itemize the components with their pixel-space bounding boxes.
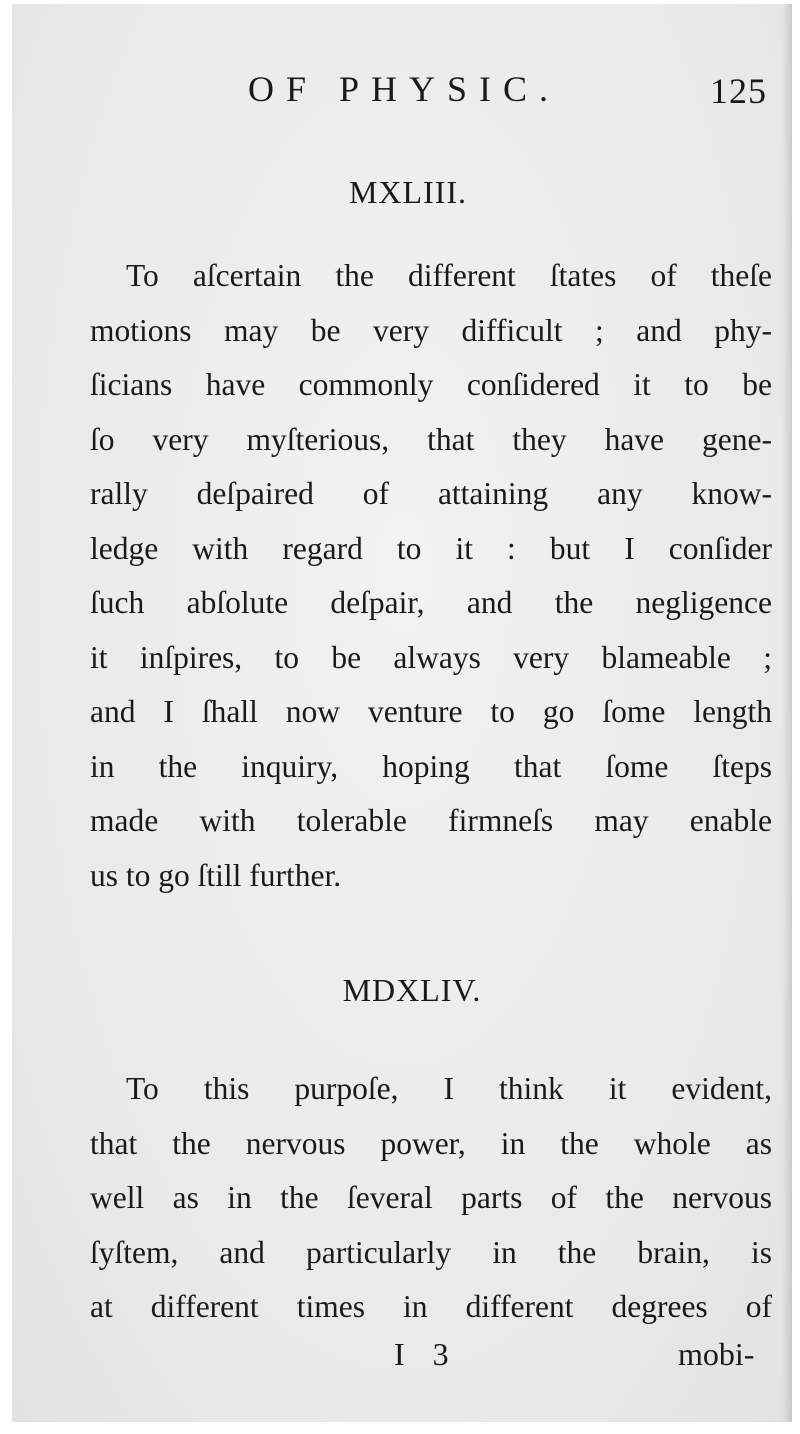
running-title: OF PHYSIC.	[248, 69, 561, 109]
text-line: To this purpoſe, I think it evident,	[126, 1071, 772, 1106]
text-line: ſicians have commonly conſidered it to be	[90, 367, 772, 402]
signature-mark: I 3	[394, 1336, 459, 1372]
page-number: 125	[710, 71, 767, 111]
text-line: To aſcertain the different ſtates of theſe	[126, 258, 772, 293]
page-edge-shadow	[782, 4, 792, 1422]
text-line: and I ſhall now venture to go ſome length	[90, 694, 772, 729]
section-heading-mdxliv: MDXLIV.	[342, 972, 482, 1008]
text-line: in the inquiry, hoping that ſome ſteps	[90, 748, 772, 784]
text-line: that the nervous power, in the whole as	[90, 1125, 772, 1161]
text-line: rally deſpaired of attaining any know-	[90, 476, 772, 511]
text-line: motions may be very difficult ; and phy-	[90, 312, 772, 348]
text-line: ſyſtem, and particularly in the brain, is	[90, 1234, 772, 1270]
text-line: it inſpires, to be always very blameable ;	[90, 639, 772, 675]
page-footer	[12, 1336, 792, 1386]
page-header	[12, 68, 792, 118]
text-line: ledge with regard to it : but I conſider	[90, 530, 772, 566]
text-line: well as in the ſeveral parts of the nervous	[90, 1180, 772, 1215]
catchword: mobi-	[678, 1336, 755, 1372]
text-line: ſo very myſterious, that they have gene-	[90, 421, 772, 457]
text-line: us to go ſtill further.	[90, 857, 342, 893]
text-line: ſuch abſolute deſpair, and the negligence	[90, 585, 772, 620]
text-line: made with tolerable firmneſs may enable	[90, 803, 772, 838]
paragraph-mxliii	[90, 249, 772, 903]
text-line: at different times in different degrees of	[90, 1289, 772, 1324]
book-page	[12, 4, 792, 1422]
paragraph-mdxliv	[90, 1062, 772, 1335]
section-heading-mxliii: MXLIII.	[348, 174, 468, 210]
